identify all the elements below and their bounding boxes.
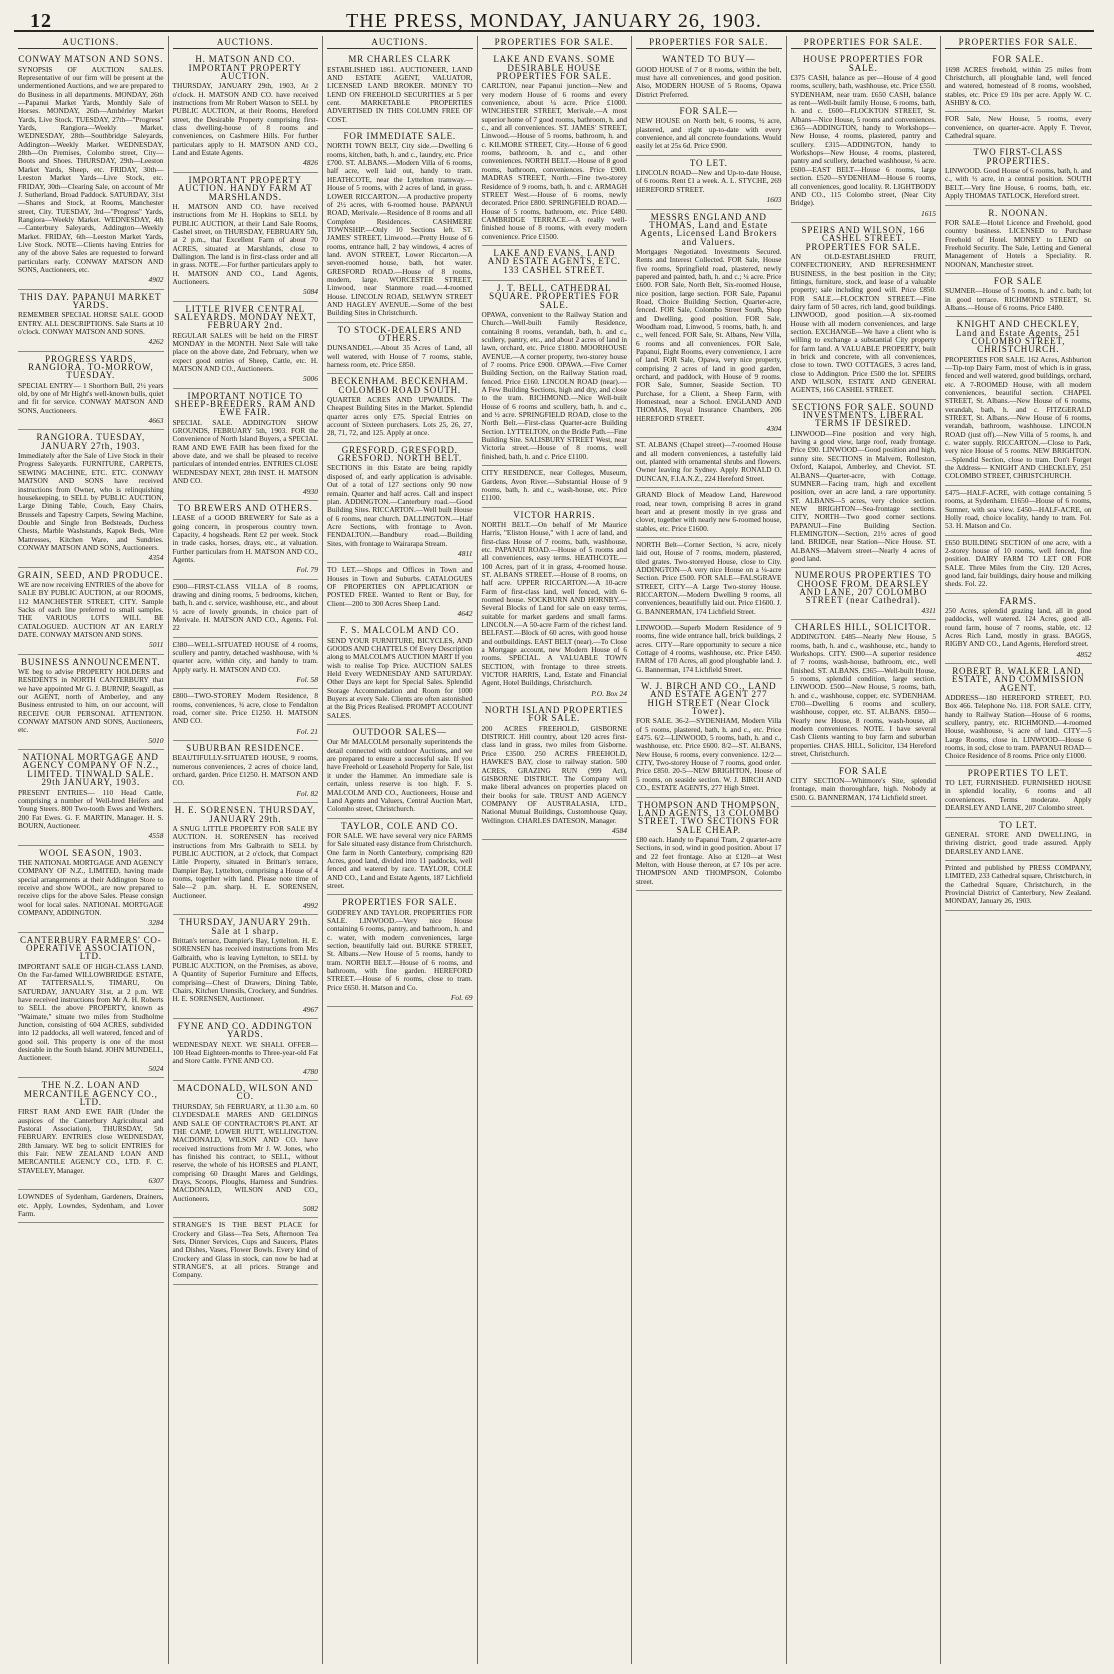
advertisement xyxy=(482,508,628,704)
ad-body: 250 Acres, splendid grazing land, all in good paddocks, well watered. 124 Acres, good all-round farm, house of 7 rooms, stable, etc. 12 Acres Rich Land, mostly in grass. BAGGS, RIGBY AND CO., Land Agents, Hereford street. xyxy=(945,605,1092,649)
ad-title: LITTLE RIVER CENTRAL SALEYARDS. MONDAY NEXT, FEBRUARY 2nd. xyxy=(174,303,317,331)
ad-title: VICTOR HARRIS. xyxy=(513,509,596,520)
ad-body: LINWOOD.—Superb Modern Residence of 9 rooms, fine wide entrance hall, brick buildings, 2 acres. CITY—Rare opportunity to secure a nice Cottage of 4 rooms, washhouse, etc. Price £450. FARM of 170 Acres, all good ploughable land. J. G. Bannerman, 174 Lichfield Street. xyxy=(636,622,782,674)
ad-body: LINWOOD. Good House of 6 rooms, bath, h. and c., with ½ acre, in a central position. SOUTH BELT.—Very fine House, 6 rooms, bath, etc. Apply THOMAS TATLOCK, Hereford street. xyxy=(945,166,1092,201)
ad-body: LEASE of a GOOD BREWERY for Sale as a going concern, in prosperous country town. Capacity, 4 hogsheads. Rent £2 per week. Stock in trade casks, horses, drays, etc., at valuation. Further particulars from H. MATSON AND CO., Agents. xyxy=(172,513,318,564)
ad-body: TO LET, FURNISHED. FURNISHED HOUSE in splendid locality, 6 rooms and all conveniences. Terms moderate. Apply DEARSLEY AND LANE, 207 Colombo street. xyxy=(945,778,1092,813)
ad-body: Brittan's terrace, Dampier's Bay, Lyttelton. H. E. SORENSEN has received instructions from Mrs Galbraith, who is leaving Lyttelton, to SELL by PUBLIC AUCTION, on the Premises, as above, A Quantity of Superior Furniture and Effects, comprising—Chest of Drawers, Dining Table, Chairs, Kitchen Utensils, Crockery, and Sundries. H. E. SORENSEN, Auctioneer. xyxy=(172,935,318,1004)
advertisement xyxy=(791,620,937,764)
ad-signature: 4811 xyxy=(458,548,473,558)
ad-signature: 5084 xyxy=(303,287,318,297)
ad-title: MR CHARLES CLARK xyxy=(348,54,452,65)
ad-signature: 4663 xyxy=(148,416,164,426)
ad-title: SECTIONS FOR SALE. SOUND INVESTMENTS. LIBERAL TERMS IF DESIRED. xyxy=(792,401,935,429)
advertisement xyxy=(791,52,937,223)
ad-body: CARLTON, near Papanui junction—New and very modern House of 6 rooms and every convenience, about ¼ acre. Price £1000. WINCHESTER STREET, Merivale.—A most superior home of 7 good rooms, bathroom, h. and c., and all conveniences. ST. JAMES' STREET, Linwood.—House of 5 rooms, bathroom, h. and c. KILMORE STREET, City.—House of 6 good rooms, bathroom, h. and c., and other conveniences. NORTH BELT.—House of 8 good rooms, bathroom, conveniences. Price £900. MADRAS STREET, North.—Fine two-storey Residence of 9 rooms, bath, h. and c. ARMAGH STREET West.—House of 6 rooms, newly decorated. Price £800. SPRINGFIELD ROAD.—House of 5 rooms, bathroom, etc. Price £480. CAMBRIDGE TERRACE.—A really well-finished house of 8 rooms, with every modern convenience. Price £1500. xyxy=(481,81,627,241)
advertisement xyxy=(945,594,1092,664)
ad-title: CANTERBURY FARMERS' CO-OPERATIVE ASSOCIATION, LTD. xyxy=(19,934,162,962)
ad-title: MESSRS ENGLAND AND THOMAS, Land and Estate Agents, Licensed Land Brokers and Valuers. xyxy=(640,211,778,247)
ad-title: WOOL SEASON, 1903. xyxy=(39,847,143,858)
column-header: PROPERTIES FOR SALE. xyxy=(791,36,937,49)
ad-signature: 5011 xyxy=(149,640,164,650)
advertisement xyxy=(18,290,164,352)
advertisement xyxy=(636,156,782,210)
ad-body: CITY SECTION—Whitmore's Site, splendid frontage, main thoroughfare, high. Nobody at £500. G. BANNERMAN, 174 Lichfield street. xyxy=(790,775,936,802)
ad-body: Our Mr MALCOLM personally superintends the detail connected with outdoor Auctions, and we are prepared to ensure a successful sale. If you have Freehold or Leasehold Property for Sale, list it under the Hammer. An immediate sale is certain, unless reserve is too high. F. S. MALCOLM AND CO., Auctioneers, House and Land Agents and Valuers, Central Auction Mart, Colombo street, Christchurch. xyxy=(327,737,473,814)
advertisement xyxy=(173,173,319,302)
ad-body: Printed and published by PRESS COMPANY, LIMITED, 233 Cathedral square, Christchurch, in the Cathedral Square, Christchurch, in the Provincial District of Canterbury, New Zealand. MONDAY, January 26, 1903. xyxy=(945,862,1092,906)
ad-signature: 4584 xyxy=(612,825,627,835)
ad-title: ROBERT B. WALKER LAND, ESTATE, AND COMMISSION AGENT. xyxy=(951,666,1085,693)
ad-body: WEDNESDAY NEXT. WE SHALL OFFER— 100 Head Eighteen-months to Three-year-old Fat and Store Cattle. FYNE AND CO. xyxy=(172,1039,318,1066)
ad-signature: Fol. 58 xyxy=(296,675,318,685)
advertisement xyxy=(173,501,319,580)
column-4 xyxy=(478,36,633,1664)
advertisement xyxy=(327,52,473,129)
ad-signature: Fol. 21 xyxy=(296,726,318,736)
advertisement xyxy=(636,679,782,797)
ad-signature: 4902 xyxy=(148,275,164,285)
ad-title: FOR IMMEDIATE SALE. xyxy=(343,131,456,142)
ad-signature: 5006 xyxy=(303,374,318,384)
ad-title: HOUSE PROPERTIES FOR SALE. xyxy=(803,54,924,73)
ad-title: IMPORTANT NOTICE TO SHEEP-BREEDERS. RAM AND EWE FAIR. xyxy=(174,390,316,418)
ad-title: NORTH ISLAND PROPERTIES FOR SALE. xyxy=(484,705,624,724)
ad-title: BUSINESS ANNOUNCEMENT. xyxy=(21,656,161,667)
advertisement xyxy=(945,486,1092,536)
advertisement xyxy=(791,764,937,807)
advertisement xyxy=(945,112,1092,145)
advertisement xyxy=(18,430,164,567)
ad-body: STRANGE'S IS THE BEST PLACE for Crockery and Glass—Tea Sets, Afternoon Tea Sets, Dinner Services, Cups and Saucers, Plates and Dishes, Vases, Flower Bowls. Every kind of Crockery and Glass in stock, can now be had at STRANGE'S, at all prices. Strange and Company. xyxy=(172,1220,318,1280)
ad-signature: 4642 xyxy=(457,608,473,618)
ad-body: TO LET.—Shops and Offices in Town and Houses in Town and Suburbs. CATALOGUES OF PROPERTIES ON APPLICATION or POSTED FREE. Wanted to Rent or Buy, for Client—200 to 300 Acres Sheep Land. xyxy=(327,565,473,608)
advertisement xyxy=(18,1190,164,1223)
advertisement xyxy=(327,819,473,896)
column-header: PROPERTIES FOR SALE. xyxy=(482,36,628,49)
ad-body: PRESENT ENTRIES— 110 Head Cattle, comprising a number of Well-bred Heifers and Young Steers. 800 Two-tooth Ewes and Wethers. 200 Fat Ewes. G. F. MARTIN, Manager. H. S. BOURN, Auctioneer. xyxy=(18,787,164,830)
ad-body: £375 CASH, balance as per—House of 4 good rooms, scullery, bath, washhouse, etc. Price £550. SYDENHAM, near tram. £650 CASH, balance as rent—Well-built family House, 6 rooms, bath, h. and c. £600—FLOCKTON STREET, St. Albans—Nice House, 5 rooms and conveniences. £365—ADDINGTON, handy to Workshops—New House, 4 rooms, plastered, pantry and scullery. £315—ADDINGTON, handy to Workshops—New House, 4 rooms, plastered, pantry and scullery, detached washhouse, ¼ acre. £600—EAST BELT—House 6 rooms, large section. £520—SYDENHAM—House 6 rooms, all conveniences, good locality. R. LIGHTBODY AND CO., 115 Colombo street, (Near City Bridge). xyxy=(790,73,936,208)
ad-body: AN OLD-ESTABLISHED FRUIT, CONFECTIONERY, AND REFRESHMENT BUSINESS, in the best position in the City; fittings, furniture, stock, and lease of a valuable property; sale including good will. Price £850. FOR SALE.—FLOCKTON STREET.—Fine dairy farm of 50 acres, rich land, good buildings. LINWOOD, good position.—A six-roomed House with all modern conveniences, and large section. EXCHANGE—We have a client who is willing to exchange a substantial City property for farm land. A VALUABLE PROPERTY, built in brick and concrete, with all conveniences, close to town. TWO COTTAGES, 3 acres land, close to Addington. Price £500 the lot. SPEIRS AND WILSON, ESTATE AND GENERAL AGENTS, 166 CASHEL STREET. xyxy=(790,251,936,395)
ad-title: THOMPSON AND THOMPSON, LAND AGENTS, 13 COLOMBO STREET. TWO SECTIONS FOR SALE CHEAP. xyxy=(637,799,780,835)
ad-body: SPECIAL ENTRY— 1 Shorthorn Bull, 2½ years old, by one of Mr Hight's well-known bulls, quiet and fit for service. CONWAY MATSON AND SONS, Auctioneers. xyxy=(18,380,164,415)
advertisement xyxy=(173,689,319,741)
ad-body: NORTH TOWN BELT, City side.—Dwelling 6 rooms, kitchen, bath, h. and c., laundry, etc. Price £700. ST. ALBANS.—Modern Villa of 6 rooms, half acre, well laid out, handy to tram. HEATHCOTE, near the Lyttelton tramway.—House of 5 rooms, with 2 acres of land, in grass. LOWER RICCARTON.—A productive property of 2½ acres, with 6-roomed house. PAPANUI ROAD, Merivale.—Residence of 8 rooms and all Complete Residences. CASHMERE TOWNSHIP.—Only 10 Sections left. ST. JAMES' STREET, Linwood.—Pretty House of 6 rooms, entrance hall, 2 bay windows, 4 acres of land. AVON STREET, Lower Riccarton.—A seven-roomed house, bath, hot water. GRESFORD ROAD.—House of 8 rooms, modern, large. WORCESTER STREET, Linwood, near Stanmore road.—4-roomed House. LINCOLN ROAD, SELWYN STREET AND HAGLEY AVENUE.—Some of the best Building Sites in Christchurch. xyxy=(327,141,473,318)
advertisement xyxy=(18,750,164,845)
ad-body: SUMNER—House of 5 rooms, h. and c. bath; lot in good terrace. RICHMOND STREET, St. Albans.—House of 6 rooms. Price £480. xyxy=(945,286,1092,312)
advertisement xyxy=(173,389,319,501)
ad-body: A SNUG LITTLE PROPERTY FOR SALE BY AUCTION. H. SORENSEN has received instructions from Mrs Galbraith to SELL by PUBLIC AUCTION, at 2 o'clock, that Compact Little Property, situated in Brittan's terrace, Dampier Bay, Lyttelton, comprising a House of 4 rooms, together with land. Please note time of Sale—2 p.m. sharp. H. E. SORENSEN, Auctioneer. xyxy=(172,823,318,900)
ad-title: RANGIORA. TUESDAY, JANUARY 27th, 1903. xyxy=(36,432,145,451)
advertisement xyxy=(945,52,1092,112)
advertisement xyxy=(327,623,473,725)
advertisement xyxy=(482,703,628,840)
ad-body: THURSDAY, JANUARY 29th, 1903, At 2 o'clock. H. MATSON AND CO. have received instructions from Mr Robert Watson to SELL by PUBLIC AUCTION, at their Rooms, Hereford street, the Desirable Property comprising first-class dwelling-house of 8 rooms and conveniences, on Cashmere Hills. For further particulars apply to H. MATSON AND CO., Land and Estate Agents. xyxy=(172,81,318,158)
ad-title: THIS DAY. PAPANUI MARKET YARDS. xyxy=(20,291,162,310)
ad-body: FOR SALE—Hotel Licence and Freehold, good country business. LICENSED to Purchase Freehold of Hotel. MONEY to LEND on Freehold Security. The Sale, Letting and General Management of Hotels a Speciality. R. NOONAN, Manchester street. xyxy=(945,217,1092,269)
ad-signature: 4304 xyxy=(766,424,782,434)
ad-body: THURSDAY, 5th FEBRUARY, at 11.30 a.m. 60 CLYDESDALE MARES AND GELDINGS AND SALE OF CONTRACTOR'S PLANT. AT THE CAMP, LOWER HUTT, WELLINGTON. MACDONALD, WILSON AND CO. have received instructions from Mr J. W. Jones, who has finished his contract, to SELL, without reserve, the whole of his HORSES and PLANT, comprising 60 Draught Mares and Geldings, Drays, Scoops, Ploughs, Harness and Sundries. MACDONALD, WILSON AND CO., Auctioneers. xyxy=(172,1101,318,1203)
ad-title: SPEIRS AND WILSON, 166 CASHEL STREET. PROPERTIES FOR SALE. xyxy=(801,224,925,252)
ad-body: £650 BUILDING SECTION of one acre, with a 2-storey house of 10 rooms, well fenced, fine position. DAIRY FARM TO LET OR FOR SALE. Three Miles from the City. 120 Acres, good land, fair buildings, dairy house and milking sheds. Fol. 22. xyxy=(945,537,1092,589)
newspaper-columns xyxy=(14,36,1096,1664)
ad-title: H. MATSON AND CO. IMPORTANT PROPERTY AUCTION. xyxy=(188,54,302,82)
advertisement xyxy=(945,206,1092,274)
ad-title: TAYLOR, COLE AND CO. xyxy=(341,820,459,831)
ad-signature: 4780 xyxy=(303,1066,318,1076)
ad-signature: 4354 xyxy=(148,553,164,563)
ad-signature: 5010 xyxy=(148,735,164,745)
ad-signature: 4826 xyxy=(303,158,318,168)
advertisement xyxy=(173,741,319,803)
ad-title: WANTED TO BUY— xyxy=(662,54,756,65)
ad-body: NEW HOUSE on North belt, 6 rooms, ½ acre, plastered, and right up-to-date with every convenience, and all concrete foundations. Would easily let at 25s 6d. Price £900. xyxy=(636,116,782,151)
ad-body: £475—HALF-ACRE, with cottage containing 5 rooms, at Sydenham. £1650—House of 6 rooms, Sumner, with sea view. £450—HALF-ACRE, on Holly road, choice locality, handy to tram. Fol. 53. H. Matson and Co. xyxy=(945,487,1092,531)
column-7 xyxy=(941,36,1096,1664)
ad-title: R. NOONAN. xyxy=(988,207,1049,218)
ad-title: GRAIN, SEED, AND PRODUCE. xyxy=(18,569,164,580)
advertisement xyxy=(18,933,164,1079)
advertisement xyxy=(327,374,473,442)
advertisement xyxy=(327,443,473,563)
ad-body: £800—TWO-STOREY Modern Residence, 8 rooms, conveniences, ¾ acre, close to Fendalton road, corner site. Price £1250. H. MATSON AND CO. xyxy=(172,691,318,726)
advertisement xyxy=(636,210,782,439)
ad-body: Immediately after the Sale of Live Stock in their Progress Saleyards. FURNITURE, CARPETS, SEWING MACHINE, ETC. ETC. CONWAY MATSON AND SONS have received instructions from Owner, who is relinquishing housekeeping, to SELL by PUBLIC AUCTION, Large Dining Table, Couch, Easy Chairs, Brussels and Tapestry Carpets, Sewing Machine, Double and Single Iron Bedsteads, Duchess Chests, Marble Washstands, Kapok Beds, Wire Mattresses, Kitchen Ware, and Sundries. CONWAY MATSON AND SONS, Auctioneers. xyxy=(18,451,164,552)
advertisement xyxy=(945,766,1092,818)
advertisement xyxy=(327,725,473,818)
ad-signature: 4262 xyxy=(148,337,164,347)
ad-body: ADDINGTON. £485—Nearly New House, 5 rooms, bath, h. and c., washhouse, etc., handy to Workshops. CITY. £900—A superior residence of 7 rooms, wash-house, bathroom, etc., well finished. ST. ALBANS. £365—Well-built House, 5 rooms, splendid condition, large section. LINWOOD. £500—New House, 5 rooms, bath, h. and c., washhouse, copper, etc. SYDENHAM. £700—Dwelling 6 rooms and scullery, washhouse, copper, etc. ST. ALBANS. £850—Nearly new House, 8 rooms, wash-house, all modern conveniences. NOTE. I have several Cash Clients wanting to buy farm and suburban properties. CHAS. HILL, Solicitor, 134 Hereford street, Christchurch. xyxy=(790,632,936,759)
advertisement xyxy=(18,846,164,933)
ad-body: £80 each. Handy to Papanui Tram, 2 quarter-acre Sections, in sod, wind in good position. About 17 and 22 feet frontage. Also at £120—at West Melton, with House thereon, at £7 10s per acre. THOMPSON AND THOMPSON, Colombo street. xyxy=(636,834,782,886)
advertisement xyxy=(18,655,164,750)
ad-title: IMPORTANT PROPERTY AUCTION. HANDY FARM AT MARSHLANDS. xyxy=(177,174,313,202)
ad-signature: 3284 xyxy=(148,918,164,928)
ad-signature: Fol. 82 xyxy=(296,788,318,798)
advertisement xyxy=(482,246,628,281)
ad-body: SPECIAL SALE. ADDINGTON SHOW GROUNDS, FEBRUARY 5th, 1903. FOR the Convenience of North Island Buyers, a SPECIAL RAM AND EWE FAIR has been fixed for the above date, and we shall be pleased to receive particulars of intended entries. ENTRIES CLOSE WEDNESDAY NEXT, 28th INST. H. MATSON AND CO. xyxy=(172,417,318,486)
advertisement xyxy=(173,302,319,389)
ad-signature: 5082 xyxy=(303,1203,318,1213)
ad-body: WE are now receiving ENTRIES of the above for SALE BY PUBLIC AUCTION, at our ROOMS, 112 MANCHESTER STREET, CITY. Sample Sacks of each line preferred to small samples. THE VARIOUS LOTS WILL BE CATALOGUED. AUCTION AT AN EARLY DATE. CONWAY MATSON AND SONS. xyxy=(18,579,164,639)
column-header: PROPERTIES FOR SALE. xyxy=(636,36,782,49)
ad-title: FARMS. xyxy=(999,595,1037,606)
advertisement xyxy=(327,895,473,1007)
ad-signature: 1615 xyxy=(921,208,936,218)
ad-body: GOOD HOUSE of 7 or 8 rooms, within the belt, must have all conveniences, and good position. Also, MODERN HOUSE of 5 Rooms, Opawa District Preferred. xyxy=(636,64,782,99)
ad-title: FOR SALE xyxy=(838,765,888,776)
advertisement xyxy=(945,861,1092,911)
ad-body: OPAWA, convenient to the Railway Station and Church.—Well-built Family Residence, containing 8 rooms, verandah, bath, h. and c., scullery, pantry, etc., and about 2 acres of land in lawn, orchard, etc. Price £1800. MOORHOUSE AVENUE.—A corner property, two-storey house of 7 rooms. Price £900. OPAWA.—Five Corner Building Section, on the Railway Station road, fenced. Price £160. LINCOLN ROAD (near).—A Few Building Sections, high and dry, and close to the tram. RICHMOND.—Nice Well-built House of 6 rooms and scullery, bath, h. and c., and ½ acre. SPRINGFIELD ROAD, close to the North Belt.—First-class Quarter-acre Building Section. LYTTELTON, on the Bridle Path.—Fine Building Site. SALISBURY STREET West, near Victoria street.—House of 8 rooms, well finished, bath, h. and c. Price £1100. xyxy=(481,309,627,461)
ad-signature: Fol. 69 xyxy=(450,993,473,1003)
advertisement xyxy=(482,281,628,466)
ad-signature: 4992 xyxy=(303,900,318,910)
ad-title: LAKE AND EVANS, LAND AND ESTATE AGENTS, ETC. 133 CASHEL STREET. xyxy=(487,247,621,275)
masthead xyxy=(14,8,1094,32)
advertisement xyxy=(945,317,1092,486)
ad-title: GRESFORD. GRESFORD. GRESFORD. NORTH BELT. xyxy=(337,444,462,464)
advertisement xyxy=(18,52,164,289)
advertisement xyxy=(636,798,782,891)
ad-signature: Fol. 79 xyxy=(296,565,318,575)
advertisement xyxy=(173,1218,319,1284)
column-3 xyxy=(323,36,478,1664)
advertisement xyxy=(482,52,628,246)
ad-title: CHARLES HILL, SOLICITOR. xyxy=(794,622,932,632)
ad-body: LINWOOD—Fine position and very high, having a good view, large roof, ready frontage. Price £90. LINWOOD—Good position and high, sunny site. SECTIONS in Malvern, Rolleston, Oxford, Kaiapoi, Amberley, and Cheviot. ST. ALBANS—Quarter-acre, with Cottage. SUMNER—Facing tram, high and excellent position, over an acre land, a rare opportunity. ST. ALBANS—5 acres, very choice section. NEW BRIGHTON—Sea-frontage sections. CITY, NORTH—Two good corner sections. PAPANUI—Fine Building Section. FLEMINGTON—Section, 21½ acres of good land. BRIDGE, near Station—Nice House. ST. ALBANS—Malvern street—Nearly 4 acres of good land. xyxy=(790,428,936,563)
ad-signature: 6307 xyxy=(148,1175,164,1185)
ad-body: PROPERTIES FOR SALE. 162 Acres, Ashburton—Tip-top Dairy Farm, most of which is in grass, fenced and well watered, good buildings, orchard, etc. A 7-ROOMED House, with all modern conveniences, beautiful section. CHAPEL STREET, St. Albans.—New House of 6 rooms, verandah, bath, h. and c. FITZGERALD STREET, St. Albans.—New House of 6 rooms, verandah, bathroom, washhouse. LINCOLN ROAD (just off).—New Villa of 5 rooms, h. and c. water supply. RICCARTON.—Close to Park, very nice House of 5 rooms. NEW BRIGHTON.—Splendid Section, close to tram. Don't Forget the Address— KNIGHT AND CHECKLEY, 251 COLOMBO STREET, CHRISTCHURCH. xyxy=(945,354,1092,481)
advertisement xyxy=(18,1078,164,1190)
ad-body: ADDRESS—180 HEREFORD STREET, P.O. Box 466. Telephone No. 118. FOR SALE. CITY, handy to Railway Station—House of 6 rooms, scullery, pantry, etc. RICHMOND.—4-roomed House, washhouse, ¼ acre of land. CITY—5 Large Rooms, close in. LINWOOD—House 6 rooms, in sod, close to tram. PAPANUI ROAD—Choice Residence of 8 rooms. Price only £1000. xyxy=(945,693,1092,761)
ad-body: CITY RESIDENCE, near Colleges, Museum, Gardens, Avon River.—Substantial House of 9 rooms, bath, h. and c., wash-house, etc. Price £1100. xyxy=(481,468,627,503)
ad-title: J. T. BELL, CATHEDRAL SQUARE. PROPERTIES FOR SALE. xyxy=(489,282,620,310)
column-2 xyxy=(169,36,324,1664)
advertisement xyxy=(173,638,319,690)
advertisement xyxy=(327,323,473,375)
column-header: AUCTIONS. xyxy=(173,36,319,49)
ad-title: THURSDAY, JANUARY 29th. Sale at 1 sharp. xyxy=(179,917,312,936)
advertisement xyxy=(791,568,937,620)
newspaper-title: THE PRESS, MONDAY, JANUARY 26, 1903. xyxy=(346,10,762,32)
ad-title: TWO FIRST-CLASS PROPERTIES. xyxy=(973,147,1063,166)
advertisement xyxy=(173,1081,319,1218)
ad-title: H. E. SORENSEN. THURSDAY, JANUARY 29th. xyxy=(174,805,316,824)
ad-body: REMEMBER SPECIAL HORSE SALE. GOOD ENTRY. ALL DESCRIPTIONS. Sale Starts at 10 o'clock. CONWAY MATSON AND SONS. xyxy=(18,310,164,336)
ad-title: W. J. BIRCH AND CO., LAND AND ESTATE AGENT 277 HIGH STREET (Near Clock Tower). xyxy=(641,681,777,717)
ad-title: NATIONAL MORTGAGE AND AGENCY COMPANY OF N.Z., LIMITED. TINWALD SALE. 29th JANUARY, 1903. xyxy=(22,752,159,788)
ad-title: TO BREWERS AND OTHERS. xyxy=(177,502,313,513)
ad-body: IMPORTANT SALE OF HIGH-CLASS LAND. On the Far-famed WILLOWBRIDGE ESTATE, AT TATTERSALL'S, TIMARU, On SATURDAY, JANUARY 31st, at 2 p.m. WE have received instructions from Mr A. H. Roberts to SELL the above PROPERTY, known as "Waimate," situate two miles from Studholme Junction, consisting of 604 ACRES, subdivided into 12 paddocks, all well watered, fenced and of good soil. This property is one of the most desirable in the South Island. JOHN MUNDELL, Auctioneer. xyxy=(18,961,164,1063)
ad-signature: 4558 xyxy=(148,831,164,841)
ad-body: £380—WELL-SITUATED HOUSE of 4 rooms, scullery and pantry, detached washhouse, with ¼ quarter acre, within city, and handy to tram. Apply early. H. MATSON AND CO. xyxy=(172,639,318,674)
ad-body: LOWNDES of Sydenham, Gardeners, Drainers, etc. Apply, Lowndes, Sydenham, and Lover Farm. xyxy=(18,1192,164,1218)
ad-body: ESTABLISHED 1861. AUCTIONEER, LAND AND ESTATE AGENT, VALUATOR, LICENSED LAND BROKER. MONEY TO LEND ON FREEHOLD SECURITIES at 5 per cent. MARKETABLE PROPERTIES ADVERTISED IN THIS COLUMN FREE OF COST. xyxy=(327,64,473,124)
advertisement xyxy=(945,818,1092,861)
advertisement xyxy=(327,129,473,323)
advertisement xyxy=(945,664,1092,766)
ad-title: PROPERTIES TO LET. xyxy=(967,767,1069,778)
ad-title: F. S. MALCOLM AND CO. xyxy=(340,625,460,636)
ad-body: GENERAL STORE AND DWELLING, in thriving district, good trade assured. Apply DEARSLEY AND LANE. xyxy=(945,829,1092,856)
column-5 xyxy=(632,36,787,1664)
advertisement xyxy=(636,621,782,679)
ad-title: TO STOCK-DEALERS AND OTHERS. xyxy=(337,324,462,343)
ad-body: H. MATSON AND CO. have received instructions from Mr H. Hopkins to SELL by PUBLIC AUCTION, at their Land Sale Rooms, Cashel street, on THURSDAY, FEBRUARY 5th, at 2 p.m., that Excellent Farm of about 70 ACRES, situated at Marshlands, close to Dallington. The land is in first-class order and all in grass. NOTE.—For further particulars apply to H. MATSON AND CO., Land Agents, Auctioneers. xyxy=(172,201,318,286)
column-header: AUCTIONS. xyxy=(18,36,164,49)
ad-body: FOR SALE. 36-2—SYDENHAM, Modern Villa of 5 rooms, plastered, bath, h. and c., etc. Price £475. 6/2—LINWOOD, 5 rooms, bath, h. and c., washhouse, etc. Price £600. 8/2—ST. ALBANS, New House, 6 rooms, every convenience. 12/2—CITY, Two-storey House of 7 rooms, good order. Price £850. 20-5—NEW BRIGHTON, House of 5 rooms, on seaside section. W. J. BIRCH AND CO., ESTATE AGENTS, 277 High Street. xyxy=(636,716,782,793)
ad-title: CONWAY MATSON AND SONS. xyxy=(18,54,164,65)
ad-title: PROPERTIES FOR SALE. xyxy=(342,897,458,908)
ad-signature: 1603 xyxy=(766,195,782,205)
advertisement xyxy=(18,352,164,431)
advertisement xyxy=(636,538,782,621)
ad-title: THE N.Z. LOAN AND MERCANTILE AGENCY CO., LTD. xyxy=(23,1080,158,1107)
advertisement xyxy=(482,466,628,507)
advertisement xyxy=(636,488,782,538)
advertisement xyxy=(636,104,782,156)
ad-title: BECKENHAM. BECKENHAM. COLOMBO ROAD SOUTH. xyxy=(330,376,469,395)
ad-signature: 4852 xyxy=(1076,649,1092,659)
ad-signature: 4967 xyxy=(303,1004,318,1014)
column-1 xyxy=(14,36,169,1664)
ad-signature: P.O. Box 24 xyxy=(591,688,627,698)
ad-body: FIRST RAM AND EWE FAIR (Under the auspices of the Canterbury Agricultural and Pastoral Association), THURSDAY, 5th FEBRUARY. ENTRIES close WEDNESDAY, 28th January. WE beg to solicit ENTRIES for this Fair. NEW ZEALAND LOAN AND MERCANTILE AGENCY CO., LTD. F. C. STAVELEY, Manager. xyxy=(18,1107,164,1175)
ad-title: TO LET. xyxy=(999,819,1038,830)
ad-body: £900—FIRST-CLASS VILLA of 8 rooms, drawing and dining rooms, 5 bedrooms, kitchen, bath, h. and c. service, washhouse, etc., and about ½ acre of lovely grounds, in choice part of Merivale. H. MATSON AND CO., Agents. Fol. 22 xyxy=(172,581,318,633)
advertisement xyxy=(945,145,1092,205)
advertisement xyxy=(18,568,164,655)
ad-signature: 4311 xyxy=(921,605,936,615)
ad-body: DUNSANDEL.—About 35 Acres of Land, all well watered, with House of 7 rooms, stable, harness room, etc. Price £850. xyxy=(327,343,473,370)
ad-body: GRAND Block of Meadow Land, Harewood road, near town, comprising 8 acres in grand heart and at present mostly in rye grass and clover, together with nearly new 6-roomed house, stables, etc. Price £1600. xyxy=(636,490,782,533)
advertisement xyxy=(173,580,319,638)
ad-title: FOR SALE xyxy=(993,275,1043,286)
ad-body: Mortgages Negotiated. Investments Secured. Rents and Interest Collected. FOR Sale, House five rooms, Springfield road, plastered, newly papered and painted, bath, h. and c.; ¼ acre. Price £600. FOR Sale, North Belt, Six-roomed House, nice position, large section. FOR Sale, Papanui Road, Choice Building Section, Quarter-acre, fenced. FOR Sale, Colombo Street South, Shop and Dwelling, good position. FOR Sale, Woodham road, Linwood, 5 rooms, bath, h. and c., well fenced. FOR Sale, St. Albans, New Villa, 6 rooms and all conveniences. FOR Sale, Papanui, Eight Rooms, every convenience, 1 acre of land. FOR Sale, Opawa, very nice property, comprising 2 acres of land in good garden, orchard, and paddock, with House of 9 rooms. FOR Sale, Sumner, Seaside Section. TO Purchase, for a Client, a Sheep Farm, with Homestead, near a School. ENGLAND AND THOMAS, Royal Insurance Chambers, 206 HEREFORD STREET. xyxy=(636,246,782,423)
column-6 xyxy=(787,36,942,1664)
column-header: PROPERTIES FOR SALE. xyxy=(945,36,1092,49)
page-number: 12 xyxy=(30,10,52,32)
advertisement xyxy=(173,52,319,172)
ad-title: SUBURBAN RESIDENCE. xyxy=(186,743,305,754)
ad-body: 200 ACRES FREEHOLD, GISBORNE DISTRICT. Hill country, about 120 acres first-class land in grass, two miles from Gisborne. Price £3500. 250 ACRES FREEHOLD, HAWKE'S BAY, close to railway station. 500 ACRES, GRAZING RUN (999 Act), GISBORNE DISTRICT. The Company will make liberal advances on properties placed on their books for sale. TRUST AND AGENCY COMPANY OF AUSTRALASIA, LTD., National Mutual Buildings, Customhouse Quay, Wellington. CHARLES DATESON, Manager. xyxy=(481,723,627,825)
advertisement xyxy=(173,915,319,1019)
advertisement xyxy=(945,536,1092,594)
ad-signature: 4930 xyxy=(303,486,318,496)
ad-title: PROGRESS YARDS, RANGIORA. TO-MORROW, TUESDAY. xyxy=(27,353,154,381)
ad-title: FOR SALE. xyxy=(992,54,1045,65)
ad-body: FOR SALE. WE have several very nice FARMS for Sale situated easy distance from Christchurch. One farm in North Canterbury, comprising 820 Acres, good land, divided into 11 paddocks, well fenced and watered by race. TAYLOR, COLE AND CO., Land and Estate Agents, 187 Lichfield street. xyxy=(327,830,473,890)
ad-body: THE NATIONAL MORTGAGE AND AGENCY COMPANY OF N.Z., LIMITED, having made special arrangements at their Addington Store to receive and show WOOL, are now prepared to receive clips for the above Sales. Please consign wool for local sales. NATIONAL MORTGAGE COMPANY, ADDINGTON. xyxy=(18,857,164,917)
ad-title: MACDONALD, WILSON AND CO. xyxy=(177,1083,314,1102)
ad-body: 1698 ACRES freehold, within 25 miles from Christchurch, all ploughable land, well fenced and watered, homestead of 8 rooms, woolshed, stables, etc. Price £9 10s per acre. Apply W. C. ASHBY & CO. xyxy=(945,64,1092,108)
ad-title: FYNE AND CO. ADDINGTON YARDS. xyxy=(177,1021,313,1040)
ad-body: BEAUTIFULLY-SITUATED HOUSE, 9 rooms, numerous conveniences, 2 acres of choice land, orchard, garden. Price £1250. H. MATSON AND CO. xyxy=(172,753,318,788)
advertisement xyxy=(945,274,1092,317)
advertisement xyxy=(636,438,782,488)
ad-body: LINCOLN ROAD—New and Up-to-date House, of 6 rooms. Rent £1 a week. A. L. STYCHE, 269 HEREFORD STREET. xyxy=(636,168,782,194)
ad-title: OUTDOOR SALES— xyxy=(352,727,447,738)
ad-body: WE beg to advise PROPERTY HOLDERS and RESIDENTS in NORTH CANTERBURY that we have appointed Mr G. J. BURNIP, Seagull, as our AGENT, north of Amberley, and any Business entrusted to him, on our account, will RECEIVE OUR PERSONAL ATTENTION. CONWAY MATSON AND SONS, Auctioneers, etc. xyxy=(18,667,164,735)
ad-title: LAKE AND EVANS. SOME DESIRABLE HOUSE PROPERTIES FOR SALE. xyxy=(493,54,616,82)
advertisement xyxy=(173,803,319,915)
ad-title: KNIGHT AND CHECKLEY, Land and Estate Agents, 251 COLOMBO STREET, CHRISTCHURCH. xyxy=(955,319,1081,355)
ad-body: REGULAR SALES will be held on the FIRST MONDAY in the MONTH. Next Sale will take place on the above date, 2nd February, when we expect good entries of Sheep, Cattle, etc. H. MATSON AND CO., Auctioneers. xyxy=(172,330,318,374)
advertisement xyxy=(173,1019,319,1081)
advertisement xyxy=(327,563,473,623)
ad-title: FOR SALE— xyxy=(679,106,738,117)
advertisement xyxy=(791,223,937,400)
ad-body: SECTIONS in this Estate are being rapidly disposed of, and early application is advisable. Out of a total of 127 sections only 90 now remain. Quarter and half acres. Call and inspect plan. ADDINGTON.—Canterbury road.—Good Building Sites. RICCARTON.—Well built House of 6 rooms, near church. DALLINGTON.—Half Acre Sections, with frontage to Avon. FENDALTON.—Bandbury road.—Building Sites, with frontage to Wairarapa Stream. xyxy=(327,463,473,548)
ad-signature: 5024 xyxy=(148,1063,164,1073)
ad-body: FOR Sale, New House, 5 rooms, every convenience, on quarter-acre. Apply F. Trevor, Cathedral square. xyxy=(945,114,1092,141)
column-header: AUCTIONS. xyxy=(327,36,473,49)
ad-body: NORTH Belt—Corner Section, ¼ acre, nicely laid out, House of 7 rooms, modern, plastered, tiled grates. Two-storeyed House, close to City. ADDINGTON—A very nice House on a ¼-acre Section. Price £500. FOR SALE—FALSGRAVE STREET, CITY—A Large Two-storey House. RICCARTON.—Modern Dwelling 9 rooms, all conveniences, beautifully laid out. Price £1600. J. G. BANNERMAN, 174 Lichfield Street. xyxy=(636,539,782,616)
ad-body: SEND YOUR FURNITURE, BICYCLES, AND GOODS AND CHATTELS Of Every Description along to MALCOLM'S AUCTION MART If you wish to realise Top Price. AUCTION SALES Held Every WEDNESDAY AND SATURDAY. Other Days are kept for Special Sales. Splendid Storage Accommodation and Room for 1000 Buyers at every Sale. Clients are often astonished at the Big Prices Realised. PROMPT ACCOUNT SALES. xyxy=(327,635,473,720)
ad-body: QUARTER ACRES AND UPWARDS. The Cheapest Building Sites in the Market. Splendid quarter acres only £75. Special Entries on account of Sixteen purchasers. Lots 25, 26, 27, 28, 71, 72, and 125. Apply at once. xyxy=(327,395,473,438)
ad-title: NUMEROUS PROPERTIES TO CHOOSE FROM. DEARSLEY AND LANE, 207 COLOMBO STREET (near Cathedral). xyxy=(794,570,932,606)
ad-body: GODFREY AND TAYLOR. PROPERTIES FOR SALE. LINWOOD.—Very nice House containing 6 rooms, pantry, and bathroom, h. and c. water, with modern conveniences, large section, beautifully laid out. BURKE STREET, St. Albans.—New House of 5 rooms, handy to tram. NORTH BELT.—House of 6 rooms, and bathroom, with fine garden. HEREFORD STREET.—House of 6 rooms, close to tram. Price £650. H. Matson and Co. xyxy=(327,907,473,992)
ad-body: SYNOPSIS OF AUCTION SALES. Representative of our firm will be present at the undermentioned Auctions, and we are prepared to do Business in all departments. MONDAY, 26th—Papanui Market Yards, Monthly Sale of Horses. MONDAY, 26th—Ambérley Market Yards, Live Stock. TUESDAY, 27th—"Progress" Yards, Rangiora—Weekly Market. WEDNESDAY, 28th—Southbridge Saleyards, Addington—Weekly Market. WEDNESDAY, 28th—On Premises, Colombo street, City—Boots and Shoes. THURSDAY, 29th—Leeston Market Yards, Sheep, etc. FRIDAY, 30th—Leeston Market Yards—Live Stock, etc. FRIDAY, 30th—Clearing Sale, on account of Mr J. Sutherland, Broad Paddock. SATURDAY, 31st—Shares and Stock, at Rooms, Manchester street, City. TUESDAY, 3rd—"Progress" Yards, Rangiora—Weekly Market. WEDNESDAY, 4th—Canterbury Saleyards, Addington—Weekly Market. FRIDAY, 6th—Leeston Market Yards, Live Stock. NOTE—Clients having Entries for any of the above Sales are requested to forward particulars early. CONWAY MATSON AND SONS, Auctioneers, etc. xyxy=(18,64,164,274)
advertisement xyxy=(791,400,937,569)
ad-body: ST. ALBANS (Chapel street)—7-roomed House and all modern conveniences, a tastefully laid out, planted with ornamental shrubs and flowers. Owner leaving for Sydney. Apply RONALD O. DUNCAN, F.I.A.N.Z., 224 Hereford Street. xyxy=(636,440,782,483)
ad-title: TO LET. xyxy=(689,157,728,168)
ad-body: NORTH BELT.—On behalf of Mr Maurice Harris, "Eliston House," with 1 acre of land, and first-class House of 7 rooms, bath, washhouse, etc. PAPANUI ROAD.—House of 5 rooms and all conveniences, easy terms. HEATHCOTE.—100 Acres, part of it in grass, 4-roomed house. ST. ALBANS STREET.—House of 8 rooms, on half acre. UPPER RICCARTON.—A 10-acre Farm of first-class land, well fenced, with 6-roomed house. SOCKBURN AND HORNBY.—Several Blocks of Land for sale on easy terms, suitable for market gardens and small farms. LINCOLN.—A 50-acre Farm of the richest land. BELFAST.—Block of 60 acres, with good house and outbuildings. EAST BELT (near).—To Close a Mortgage account, new Modern House of 6 rooms. SPECIAL. A VALUABLE TOWN SECTION, with frontage to three streets. VICTOR HARRIS, Land, Estate and Financial Agent, Hotel Buildings, Christchurch. xyxy=(481,519,627,688)
advertisement xyxy=(636,52,782,104)
